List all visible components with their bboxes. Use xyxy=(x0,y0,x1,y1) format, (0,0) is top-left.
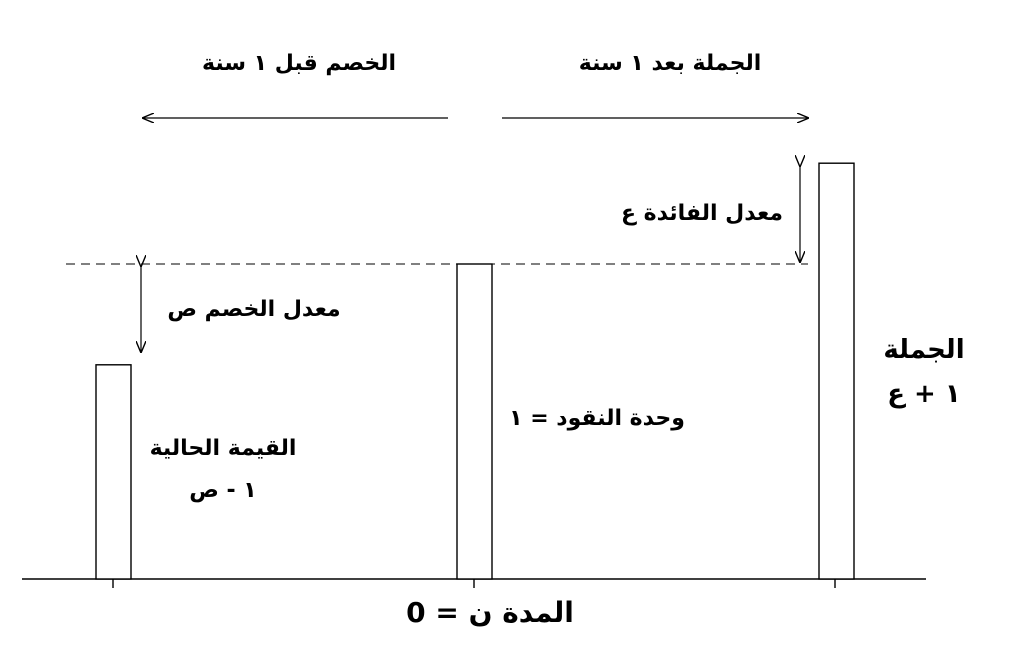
present-value-formula: ١ - ص xyxy=(189,478,257,503)
amount-bar xyxy=(819,163,854,579)
discount-before-label: الخصم قبل ١ سنة xyxy=(202,51,396,76)
amount-after-label: الجملة بعد ١ سنة xyxy=(578,51,762,76)
discount-rate-label: معدل الخصم ص xyxy=(167,297,341,322)
unit-bar xyxy=(457,264,492,579)
amount-formula: ١ + ع xyxy=(887,379,961,409)
amount-title: الجملة xyxy=(883,335,965,365)
present-value-title: القيمة الحالية xyxy=(149,436,297,461)
interest-rate-label: معدل الفائدة ع xyxy=(620,201,784,226)
period-label: المدة ن = 0 xyxy=(406,596,574,629)
money-unit-label: وحدة النقود = ١ xyxy=(509,406,685,431)
present-value-bar xyxy=(96,365,131,579)
